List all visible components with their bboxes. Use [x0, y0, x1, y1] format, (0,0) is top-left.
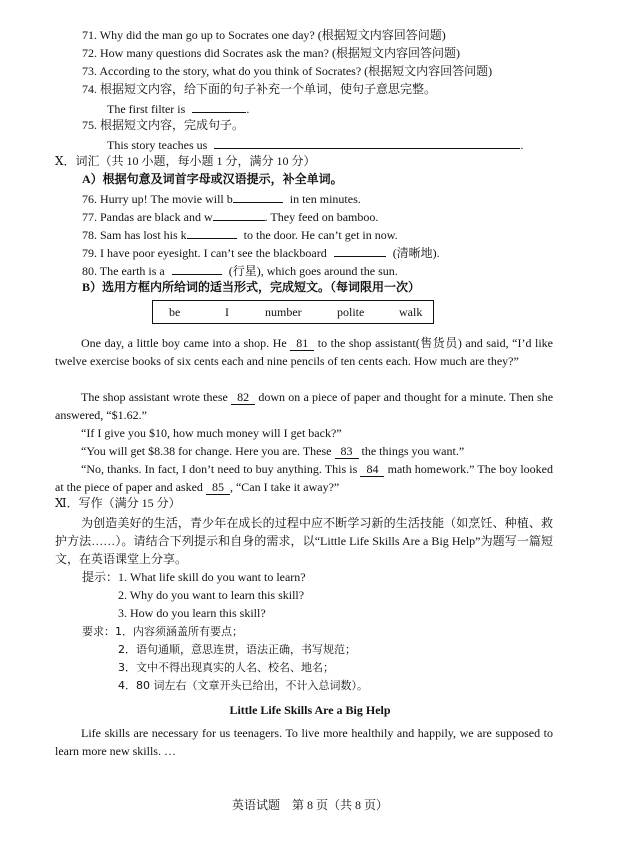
section-11-heading: Ⅺ．写作（满分 15 分）	[55, 496, 181, 510]
answer-blank-84[interactable]: 84	[360, 463, 384, 477]
question-79	[82, 244, 440, 261]
passage-paragraph-3	[55, 424, 553, 442]
question-80-text-a: 80. The earth is a	[82, 264, 165, 278]
word-box-item: be	[169, 305, 181, 319]
question-75-text: This story teaches us	[107, 138, 208, 152]
answer-blank-83[interactable]: 83	[335, 445, 359, 459]
word-box-item: polite	[337, 305, 365, 319]
tips-label: 提示：	[82, 570, 119, 584]
passage-paragraph-1	[55, 334, 553, 370]
section-10-heading: Ⅹ．词汇（共 10 小题，每小题 1 分，满分 10 分）	[55, 154, 316, 168]
question-80	[82, 262, 398, 279]
section-10-part-b: B）选用方框内所给词的适当形式，完成短文。（每词限用一次）	[82, 280, 421, 294]
word-box-item: I	[225, 305, 229, 319]
passage-text: The shop assistant wrote these	[81, 390, 228, 404]
question-75-sentence: This story teaches us .	[107, 138, 524, 152]
word-box	[152, 300, 434, 324]
question-74: 74. 根据短文内容，给下面的句子补充一个单词，使句子意思完整。	[82, 82, 437, 96]
question-78-text-a: 78. Sam has lost his k	[82, 228, 187, 242]
answer-blank-85[interactable]: 85	[206, 481, 230, 495]
writing-intro	[55, 514, 553, 568]
section-10-part-a: A）根据句意及词首字母或汉语提示，补全单词。	[82, 172, 343, 186]
writing-req-4: 4．80 词左右（文章开头已给出，不计入总词数）。	[118, 679, 368, 692]
answer-blank-74[interactable]	[192, 100, 246, 113]
passage-text: down on a piece of paper and thought for a minute. Then she answered, “$1.62.”	[55, 390, 554, 422]
answer-blank-80[interactable]	[172, 262, 222, 275]
question-76-text-b: in ten minutes.	[289, 192, 361, 206]
word-box-item: number	[265, 305, 302, 319]
question-74-text: The first filter is	[107, 102, 186, 116]
answer-blank-79[interactable]	[334, 244, 386, 257]
page-footer: 英语试题 第 8 页（共 8 页）	[231, 798, 388, 812]
question-77	[82, 208, 378, 225]
word-box-item: walk	[399, 305, 423, 319]
passage-paragraph-4	[55, 442, 553, 460]
writing-tip-1	[82, 570, 306, 585]
req-label: 要求：	[82, 625, 115, 638]
essay-start	[55, 724, 553, 760]
question-77-text-b: . They feed on bamboo.	[264, 210, 379, 224]
writing-req-2: 2．语句通顺，意思连贯，语法正确，书写规范；	[118, 643, 356, 656]
writing-req-1	[82, 624, 243, 639]
question-78	[82, 226, 398, 243]
question-74-sentence: The first filter is .	[107, 102, 250, 116]
question-76	[82, 190, 361, 207]
answer-blank-76[interactable]	[233, 190, 283, 203]
passage-text: the things you want.”	[361, 444, 465, 458]
answer-blank-77[interactable]	[213, 208, 265, 221]
passage-text: “No, thanks. In fact, I don’t need to buy anything. This is	[81, 462, 358, 476]
writing-intro-text: 为创造美好的生活，青少年在成长的过程中应不断学习新的生活技能（如烹饪、种植、救护方法……）。请结合下列提示和自身的需求，以“Little Life Skills Are a Big Help”为题写一篇短文，在英语课堂上分享。	[55, 516, 553, 566]
question-79-text-b: (清晰地).	[392, 246, 440, 260]
passage-paragraph-2	[55, 388, 553, 424]
question-76-text-a: 76. Hurry up! The movie will b	[82, 192, 233, 206]
passage-text: math homework.” The boy looked at the piece of paper and asked	[55, 462, 554, 494]
answer-blank-82[interactable]: 82	[231, 391, 255, 405]
question-80-text-b: (行星), which goes around the sun.	[228, 264, 398, 278]
passage-text: , “Can I take it away?”	[229, 480, 340, 494]
passage-paragraph-5	[55, 460, 553, 496]
question-79-text-a: 79. I have poor eyesight. I can’t see the blackboard	[82, 246, 327, 260]
question-75: 75. 根据短文内容，完成句子。	[82, 118, 245, 132]
answer-blank-78[interactable]	[187, 226, 237, 239]
passage-text: “If I give you $10, how much money will I get back?”	[81, 426, 342, 440]
question-71: 71. Why did the man go up to Socrates one day? (根据短文内容回答问题)	[82, 28, 446, 42]
question-78-text-b: to the door. He can’t get in now.	[243, 228, 398, 242]
question-72: 72. How many questions did Socrates ask the man? (根据短文内容回答问题)	[82, 46, 460, 60]
passage-text: “You will get $8.38 for change. Here you are. These	[81, 444, 332, 458]
answer-blank-75[interactable]	[214, 136, 520, 149]
question-73: 73. According to the story, what do you think of Socrates? (根据短文内容回答问题)	[82, 64, 493, 78]
essay-title: Little Life Skills Are a Big Help	[229, 703, 391, 717]
answer-blank-81[interactable]: 81	[290, 337, 314, 351]
essay-start-text: Life skills are necessary for us teenagers. To live more healthily and happily, we are supposed to learn more new skills. …	[55, 726, 553, 758]
req-text: 1．内容须涵盖所有要点；	[115, 625, 243, 638]
writing-tip-2: 2. Why do you want to learn this skill?	[118, 588, 305, 602]
writing-tip-3: 3. How do you learn this skill?	[118, 606, 266, 620]
passage-text: to the shop assistant(售货员) and said, “I’d like twelve exercise books of six cents each and nine pencils of ten cents each. How much are they?”	[55, 336, 554, 368]
tip-text: 1. What life skill do you want to learn?	[118, 570, 306, 584]
writing-req-3: 3．文中不得出现真实的人名、校名、地名；	[118, 661, 334, 674]
question-77-text-a: 77. Pandas are black and w	[82, 210, 213, 224]
passage-text: One day, a little boy came into a shop. He	[81, 336, 287, 350]
